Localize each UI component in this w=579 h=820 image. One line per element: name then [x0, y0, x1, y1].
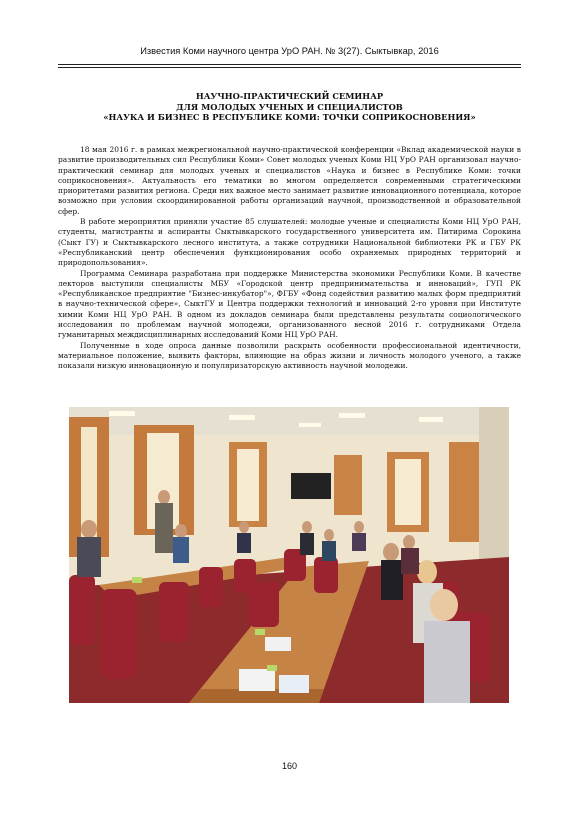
paragraph: 18 мая 2016 г. в рамках межрегиональной научно-практической конференции «Вклад академической науки в развитие производительных сил Республики Коми» Совет молодых ученых Коми НЦ УрО РАН организовал научно-практический семинар для молодых ученых и специалистов «Наука и бизнес в Республике Коми: точки соприкосновения». Актуальность его тематики во многом определяется современными стратегическими приоритетами развития региона. Среди них важное место занимает развитие инновационного потенциала, которое возможно при условии скоординированной работы организаций научной, производственной и образовательной сфер. [58, 145, 521, 216]
article-body [58, 145, 521, 372]
title-line: НАУЧНО-ПРАКТИЧЕСКИЙ СЕМИНАР [195, 91, 384, 101]
header-rule-top [58, 64, 521, 65]
header-rule-bottom [58, 67, 521, 68]
running-header: Известия Коми научного центра УрО РАН. № 3(27). Сыктывкар, 2016 [140, 46, 439, 56]
title-line: ДЛЯ МОЛОДЫХ УЧЕНЫХ И СПЕЦИАЛИСТОВ [176, 101, 403, 112]
title-line: «НАУКА И БИЗНЕС В РЕСПУБЛИКЕ КОМИ: ТОЧКИ СОПРИКОСНОВЕНИЯ» [103, 112, 476, 123]
paragraph: Программа Семинара разработана при поддержке Министерства экономики Республики Коми. В качестве лекторов выступили специалисты МБУ «Городской центр предпринимательства и инноваций», ГУП РК «Республиканское предприятие "Бизнес-инкубатор"», ФГБУ «Фонд содействия развитию малых форм предприятий в научно-технической сфере», СыктГУ и Центра поддержки технологий и инноваций 2-го уровня при Институте химии Коми НЦ УрО РАН. В одном из докладов семинара были представлены результаты социологического исследования по проблемам научной молодежи, организованного весной 2016 г. сотрудниками Отдела гуманитарных междисциплинарных исследований Коми НЦ УрО РАН. [58, 268, 521, 340]
article-title [58, 91, 521, 123]
paragraph: Полученные в ходе опроса данные позволили раскрыть особенности профессиональной идентичности, материальное положение, выявить факторы, влияющие на образ жизни и личность молодого ученого, а также показали низкую инновационную и популяризаторскую активность научной молодежи. [58, 340, 521, 371]
page-number: 160 [281, 761, 298, 771]
seminar-photo [69, 407, 509, 703]
paragraph: В работе мероприятия приняли участие 85 слушателей: молодые ученые и специалисты Коми НЦ УрО РАН, студенты, магистранты и аспиранты Сыктывкарского государственного университета им. Питирима Сорокина (Сыкт ГУ) и Сыктывкарского лесного института, а также сотрудники Национальной библиотеки РК и ГБУ РК «Республиканский центр обеспечения функционирования особо охраняемых природных территорий и природопользования». [58, 217, 521, 268]
